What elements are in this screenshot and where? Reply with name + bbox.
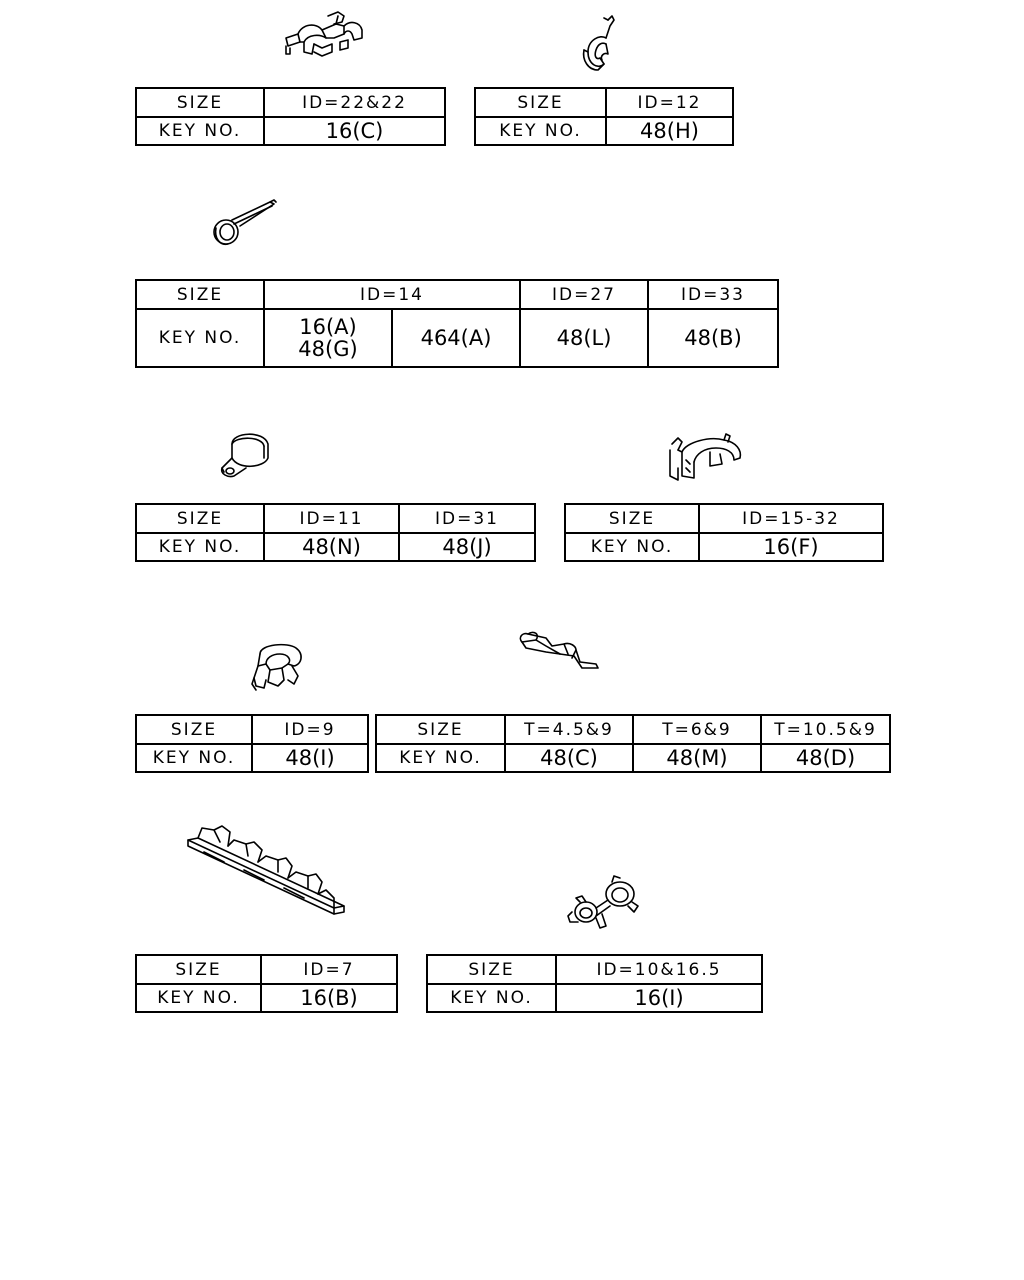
key-value: 48(H) (606, 117, 733, 145)
size-table-g1 (135, 87, 446, 146)
key-label: KEY NO. (136, 309, 264, 367)
size-label: SIZE (427, 955, 556, 984)
size-value: T=6&9 (633, 715, 761, 744)
size-table-g9 (426, 954, 763, 1013)
key-value: 48(D) (761, 744, 890, 772)
band-clamp-icon (210, 198, 280, 250)
key-value: 16(F) (699, 533, 883, 561)
size-value: ID=9 (252, 715, 368, 744)
key-value: 16(A) (299, 314, 357, 339)
size-label: SIZE (136, 280, 264, 309)
key-value: 48(I) (252, 744, 368, 772)
stud-clip-icon (248, 640, 308, 696)
dual-ring-clip-icon (566, 876, 642, 932)
size-label: SIZE (565, 504, 699, 533)
size-table-g6 (135, 714, 369, 773)
key-label: KEY NO. (136, 984, 261, 1012)
size-label: SIZE (136, 504, 264, 533)
key-label: KEY NO. (565, 533, 699, 561)
size-label: SIZE (136, 88, 264, 117)
key-value-cell (264, 309, 392, 367)
key-value: 464(A) (392, 309, 520, 367)
key-value: 48(N) (264, 533, 399, 561)
key-value: 16(C) (264, 117, 445, 145)
p-clamp-icon (218, 428, 278, 484)
size-value: ID=31 (399, 504, 535, 533)
size-value: T=4.5&9 (505, 715, 633, 744)
size-table-g8 (135, 954, 398, 1013)
key-value: 16(I) (556, 984, 762, 1012)
size-table-g5 (564, 503, 884, 562)
size-value: ID=27 (520, 280, 648, 309)
key-value: 16(B) (261, 984, 397, 1012)
size-value: ID=33 (648, 280, 778, 309)
size-value: ID=10&16.5 (556, 955, 762, 984)
multi-holder-icon (184, 822, 348, 926)
size-label: SIZE (376, 715, 505, 744)
size-table-g3 (135, 279, 779, 368)
size-value: ID=14 (264, 280, 520, 309)
key-label: KEY NO. (136, 117, 264, 145)
key-value: 48(M) (633, 744, 761, 772)
size-table-g4 (135, 503, 536, 562)
key-label: KEY NO. (136, 533, 264, 561)
size-table-g7 (375, 714, 891, 773)
edge-clip-icon (516, 628, 602, 674)
size-label: SIZE (136, 715, 252, 744)
key-label: KEY NO. (427, 984, 556, 1012)
size-value: T=10.5&9 (761, 715, 890, 744)
key-value: 48(L) (520, 309, 648, 367)
size-label: SIZE (136, 955, 261, 984)
size-value: ID=22&22 (264, 88, 445, 117)
size-value: ID=15-32 (699, 504, 883, 533)
key-value: 48(C) (505, 744, 633, 772)
hook-clip-icon (578, 14, 618, 72)
size-value: ID=11 (264, 504, 399, 533)
key-label: KEY NO. (475, 117, 606, 145)
key-value: 48(B) (648, 309, 778, 367)
key-label: KEY NO. (136, 744, 252, 772)
key-value: 48(J) (399, 533, 535, 561)
key-value: 48(G) (298, 337, 358, 361)
size-value: ID=12 (606, 88, 733, 117)
double-clip-icon (278, 8, 368, 66)
snap-clip-icon (664, 432, 746, 484)
size-label: SIZE (475, 88, 606, 117)
size-table-g2 (474, 87, 734, 146)
size-value: ID=7 (261, 955, 397, 984)
key-label: KEY NO. (376, 744, 505, 772)
